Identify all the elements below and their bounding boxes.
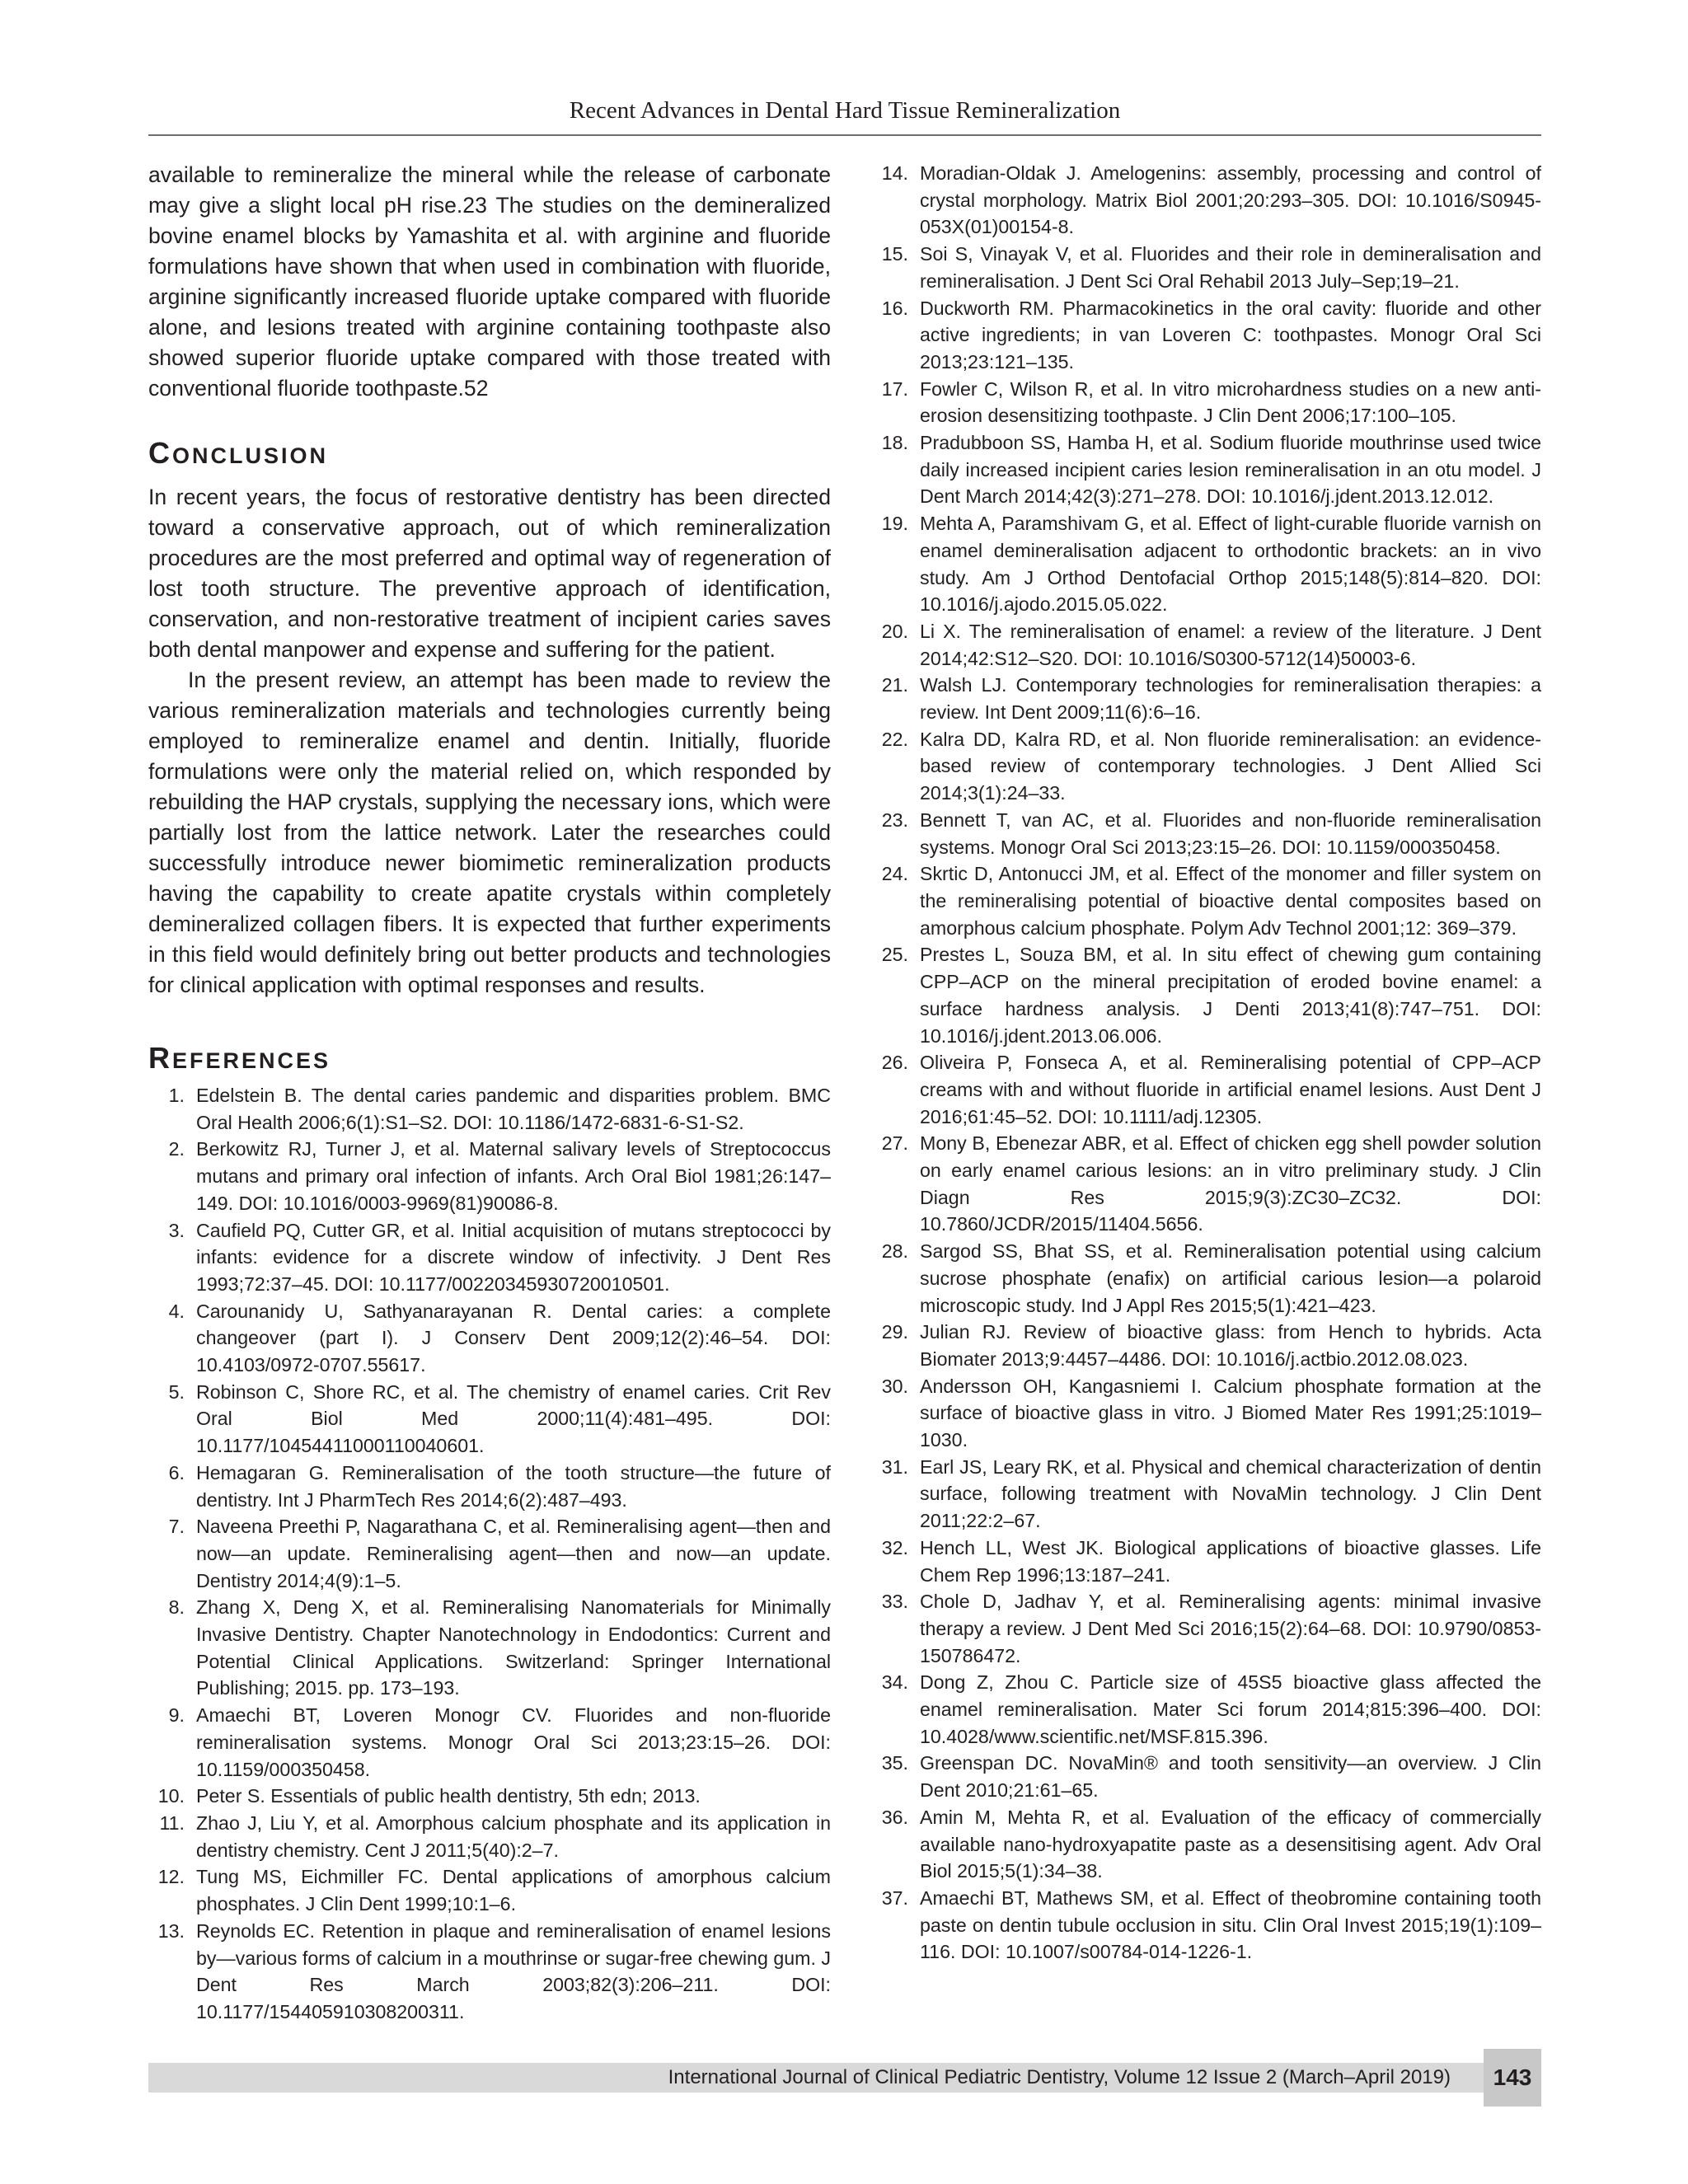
reference-item: [872, 1588, 1541, 1669]
reference-number: 16.: [881, 297, 908, 319]
reference-item: [872, 1750, 1541, 1803]
reference-text: Caufield PQ, Cutter GR, et al. Initial acquisition of mutans streptococci by infants: evidence for a discrete window of infectivity. J Dent Res 1993;72:37–45. DOI: 10.1177/00220345930720010501.: [196, 1219, 831, 1295]
reference-number: 36.: [881, 1806, 908, 1828]
reference-number: 8.: [168, 1596, 185, 1619]
reference-item: [148, 1783, 831, 1810]
reference-text: Bennett T, van AC, et al. Fluorides and non-fluoride remineralisation systems. Monogr Oral Sci 2013;23:15–26. DOI: 10.1159/000350458.: [920, 808, 1541, 858]
reference-number: 5.: [168, 1380, 185, 1403]
reference-number: 14.: [881, 162, 908, 184]
reference-item: [872, 429, 1541, 510]
reference-text: Andersson OH, Kangasniemi I. Calcium phosphate formation at the surface of bioactive glass in vitro. J Biomed Mater Res 1991;25:1019–1030.: [920, 1375, 1541, 1451]
reference-text: Hemagaran G. Remineralisation of the tooth structure—the future of dentistry. Int J PharmTech Res 2014;6(2):487–493.: [196, 1461, 831, 1511]
intro-paragraph: available to remineralize the mineral while the release of carbonate may give a slight local pH rise.23 The studies on the demineralized bovine enamel blocks by Yamashita et al. with arginine and fluoride formulations have shown that when used in combination with fluoride, arginine significantly increased fluoride uptake compared with fluoride alone, and lesions treated with arginine containing toothpaste also showed superior fluoride uptake compared with those treated with conventional fluoride toothpaste.52: [148, 162, 831, 401]
reference-number: 32.: [881, 1536, 908, 1558]
reference-item: [872, 1535, 1541, 1588]
reference-item: [872, 1238, 1541, 1319]
conclusion-paragraph-1: In recent years, the focus of restorative dentistry has been directed toward a conservative approach, out of which remineralization procedures are the most preferred and optimal way of regeneration of lost tooth structure. The preventive approach of identification, conservation, and non-restorative treatment of incipient caries saves both dental manpower and expense and suffering for the patient.: [148, 485, 831, 662]
reference-text: Chole D, Jadhav Y, et al. Remineralising agents: minimal invasive therapy a review. J Dent Med Sci 2016;15(2):64–68. DOI: 10.9790/0853-150786472.: [920, 1591, 1541, 1666]
reference-text: Amin M, Mehta R, et al. Evaluation of the efficacy of commercially available nano-hydroxyapatite paste as a desensitising agent. Adv Oral Biol 2015;5(1):34–38.: [920, 1806, 1541, 1882]
page-number: 143: [1484, 2049, 1541, 2107]
references-list-left: [148, 1082, 831, 2026]
reference-number: 23.: [881, 808, 908, 831]
reference-item: [872, 1804, 1541, 1885]
reference-item: [148, 1379, 831, 1460]
reference-text: Moradian-Oldak J. Amelogenins: assembly, processing and control of crystal morphology. Matrix Biol 2001;20:293–305. DOI: 10.1016/S0945-053X(01)00154-8.: [920, 162, 1541, 238]
reference-number: 9.: [168, 1704, 185, 1727]
reference-item: [148, 1810, 831, 1863]
footer-journal: International Journal of Clinical Pediatric Dentistry, Volume 12 Issue 2 (March–April 2019): [668, 2066, 1451, 2088]
reference-text: Julian RJ. Review of bioactive glass: from Hench to hybrids. Acta Biomater 2013;9:4457–4486. DOI: 10.1016/j.actbio.2012.08.023.: [920, 1321, 1541, 1370]
reference-item: [148, 1594, 831, 1702]
conclusion-heading: [148, 437, 831, 472]
reference-number: 1.: [168, 1085, 185, 1106]
reference-text: Earl JS, Leary RK, et al. Physical and chemical characterization of dentin surface, following treatment with NovaMin technology. J Clin Dent 2011;22:2–67.: [920, 1455, 1541, 1532]
reference-item: [872, 941, 1541, 1049]
reference-item: [872, 807, 1541, 860]
reference-number: 35.: [881, 1752, 908, 1774]
reference-number: 4.: [168, 1300, 185, 1322]
reference-text: Berkowitz RJ, Turner J, et al. Maternal salivary levels of Streptococcus mutans and primary oral infection of infants. Arch Oral Biol 1981;26:147–149. DOI: 10.1016/0003-9969(81)90086-8.: [196, 1138, 831, 1214]
references-heading-rest: EFERENCES: [172, 1048, 331, 1073]
reference-number: 28.: [881, 1240, 908, 1263]
reference-item: [872, 1669, 1541, 1750]
reference-text: Skrtic D, Antonucci JM, et al. Effect of the monomer and filler system on the remineralising potential of bioactive dental composites based on amorphous calcium phosphate. Polym Adv Technol 2001;12: 369–379.: [920, 863, 1541, 939]
reference-text: Zhang X, Deng X, et al. Remineralising Nanomaterials for Minimally Invasive Dentistry. Chapter Nanotechnology in Endodontics: Current and Potential Clinical Applications. Switzerland: Springer International Publishing; 2015. pp. 173–193.: [196, 1596, 831, 1699]
reference-text: Mony B, Ebenezar ABR, et al. Effect of chicken egg shell powder solution on early enamel carious lesions: an in vitro preliminary study. J Clin Diagn Res 2015;9(3):ZC30–ZC32. DOI: 10.7860/JCDR/2015/11404.5656.: [920, 1132, 1541, 1235]
reference-number: 18.: [881, 432, 908, 454]
reference-item: [872, 1130, 1541, 1238]
running-head: Recent Advances in Dental Hard Tissue Remineralization: [569, 97, 1121, 124]
reference-text: Naveena Preethi P, Nagarathana C, et al. Remineralising agent—then and now—an update. Remineralising agent—then and now—an update. Dentistry 2014;4(9):1–5.: [196, 1516, 831, 1591]
reference-item: [872, 860, 1541, 941]
reference-text: Hench LL, West JK. Biological applications of bioactive glasses. Life Chem Rep 1996;13:187–241.: [920, 1536, 1541, 1586]
reference-text: Oliveira P, Fonseca A, et al. Remineralising potential of CPP–ACP creams with and without fluoride in artificial enamel lesions. Aust Dent J 2016;61:45–52. DOI: 10.1111/adj.12305.: [920, 1052, 1541, 1127]
references-heading: [148, 1042, 831, 1077]
reference-text: Mehta A, Paramshivam G, et al. Effect of light-curable fluoride varnish on enamel demineralisation adjacent to orthodontic brackets: an in vivo study. Am J Orthod Dentofacial Orthop 2015;148(5):814–820. DOI: 10.1016/j.ajodo.2015.05.022.: [920, 513, 1541, 616]
reference-text: Edelstein B. The dental caries pandemic and disparities problem. BMC Oral Health 2006;6(1):S1–S2. DOI: 10.1186/1472-6831-6-S1-S2.: [196, 1085, 831, 1133]
reference-text: Soi S, Vinayak V, et al. Fluorides and their role in demineralisation and remineralisation. J Dent Sci Oral Rehabil 2013 July–Sep;19–21.: [920, 243, 1541, 292]
reference-item: [872, 295, 1541, 376]
reference-text: Zhao J, Liu Y, et al. Amorphous calcium phosphate and its application in dentistry chemistry. Cent J 2011;5(40):2–7.: [196, 1811, 831, 1861]
reference-number: 12.: [157, 1866, 185, 1888]
reference-item: [872, 241, 1541, 294]
reference-number: 13.: [157, 1919, 185, 1942]
reference-item: [872, 672, 1541, 725]
reference-item: [872, 726, 1541, 807]
reference-number: 37.: [881, 1887, 908, 1909]
reference-text: Duckworth RM. Pharmacokinetics in the oral cavity: fluoride and other active ingredients; in van Loveren C: toothpastes. Monogr Oral Sci 2013;23:121–135.: [920, 297, 1541, 373]
reference-number: 27.: [881, 1132, 908, 1155]
reference-item: [872, 1885, 1541, 1966]
reference-text: Kalra DD, Kalra RD, et al. Non fluoride remineralisation: an evidence-based review of contemporary technologies. J Dent Allied Sci 2014;3(1):24–33.: [920, 728, 1541, 804]
reference-text: Prestes L, Souza BM, et al. In situ effect of chewing gum containing CPP–ACP on the mineral precipitation of eroded bovine enamel: a surface hardness analysis. J Denti 2013;41(8):747–751. DOI: 10.1016/j.jdent.2013.06.006.: [920, 944, 1541, 1047]
reference-number: 31.: [881, 1455, 908, 1478]
reference-number: 30.: [881, 1375, 908, 1397]
reference-text: Robinson C, Shore RC, et al. The chemistry of enamel caries. Crit Rev Oral Biol Med 2000;11(4):481–495. DOI: 10.1177/10454411000110040601.: [196, 1380, 831, 1457]
reference-text: Reynolds EC. Retention in plaque and remineralisation of enamel lesions by—various forms of calcium in a mouthrinse or sugar-free chewing gum. J Dent Res March 2003;82(3):206–211. DOI: 10.1177/154405910308200311.: [196, 1919, 831, 2022]
references-heading-initial: R: [148, 1041, 172, 1075]
footer-bar: [148, 2063, 1541, 2093]
reference-item: [872, 160, 1541, 241]
reference-text: Peter S. Essentials of public health dentistry, 5th edn; 2013.: [196, 1785, 701, 1807]
reference-item: [872, 618, 1541, 672]
reference-text: Li X. The remineralisation of enamel: a review of the literature. J Dent 2014;42:S12–S20. DOI: 10.1016/S0300-5712(14)50003-6.: [920, 620, 1541, 669]
reference-text: Amaechi BT, Loveren Monogr CV. Fluorides and non-fluoride remineralisation systems. Monogr Oral Sci 2013;23:15–26. DOI: 10.1159/000350458.: [196, 1704, 831, 1780]
reference-number: 24.: [881, 863, 908, 885]
reference-item: [148, 1702, 831, 1783]
reference-item: [148, 1136, 831, 1216]
reference-item: [148, 1918, 831, 2026]
reference-text: Walsh LJ. Contemporary technologies for remineralisation therapies: a review. Int Dent 2009;11(6):6–16.: [920, 674, 1541, 724]
reference-number: 25.: [881, 944, 908, 966]
reference-text: Sargod SS, Bhat SS, et al. Remineralisation potential using calcium sucrose phosphate (enafix) on artificial carious lesion—a polaroid microscopic study. Ind J Appl Res 2015;5(1):421–423.: [920, 1240, 1541, 1316]
reference-number: 17.: [881, 377, 908, 400]
conclusion-heading-initial: C: [148, 436, 172, 470]
left-column: [148, 160, 831, 2026]
reference-item: [872, 510, 1541, 618]
reference-number: 21.: [881, 674, 908, 696]
reference-item: [148, 1082, 831, 1136]
reference-item: [872, 1454, 1541, 1535]
reference-text: Amaechi BT, Mathews SM, et al. Effect of theobromine containing tooth paste on dentin tubule occlusion in situ. Clin Oral Invest 2015;19(1):109–116. DOI: 10.1007/s00784-014-1226-1.: [920, 1887, 1541, 1963]
reference-number: 26.: [881, 1052, 908, 1074]
references-list-right: [872, 160, 1541, 1966]
reference-text: Pradubboon SS, Hamba H, et al. Sodium fluoride mouthrinse used twice daily increased incipient caries lesion remineralisation in an otu model. J Dent March 2014;42(3):271–278. DOI: 10.1016/j.jdent.2013.12.012.: [920, 432, 1541, 508]
reference-number: 11.: [159, 1811, 185, 1834]
reference-text: Dong Z, Zhou C. Particle size of 45S5 bioactive glass affected the enamel remineralisation. Mater Sci forum 2014;815:396–400. DOI: 10.4028/www.scientific.net/MSF.815.396.: [920, 1671, 1541, 1747]
reference-text: Tung MS, Eichmiller FC. Dental applications of amorphous calcium phosphates. J Clin Dent 1999;10:1–6.: [196, 1866, 831, 1915]
reference-number: 2.: [168, 1138, 185, 1160]
reference-item: [148, 1460, 831, 1513]
reference-item: [148, 1513, 831, 1594]
reference-item: [872, 1319, 1541, 1372]
reference-number: 15.: [881, 243, 908, 265]
reference-item: [872, 1049, 1541, 1130]
conclusion-paragraph-2: In the present review, an attempt has been made to review the various remineralization materials and technologies currently being employed to remineralize enamel and dentin. Initially, fluoride formulations were only the material relied on, which responded by rebuilding the HAP crystals, supplying the necessary ions, which were partially lost from the lattice network. Later the researches could successfully introduce newer biomimetic remineralization products having the capability to create apatite crystals within completely demineralized collagen fibers. It is expected that further experiments in this field would definitely bring out better products and technologies for clinical application with optimal responses and results.: [148, 668, 831, 997]
reference-item: [872, 1373, 1541, 1454]
reference-item: [148, 1217, 831, 1298]
header-rule: [148, 134, 1541, 136]
reference-number: 3.: [168, 1219, 185, 1241]
reference-text: Fowler C, Wilson R, et al. In vitro microhardness studies on a new anti-erosion desensitizing toothpaste. J Clin Dent 2006;17:100–105.: [920, 377, 1541, 427]
reference-number: 33.: [881, 1591, 908, 1613]
reference-number: 22.: [881, 728, 908, 750]
reference-item: [148, 1863, 831, 1917]
reference-item: [148, 1298, 831, 1379]
reference-item: [872, 376, 1541, 429]
reference-number: 29.: [881, 1321, 908, 1343]
reference-number: 19.: [881, 513, 908, 535]
reference-number: 10.: [157, 1785, 185, 1807]
reference-number: 6.: [168, 1461, 185, 1483]
reference-text: Greenspan DC. NovaMin® and tooth sensitivity—an overview. J Clin Dent 2010;21:61–65.: [920, 1752, 1541, 1802]
reference-text: Carounanidy U, Sathyanarayanan R. Dental caries: a complete changeover (part I). J Conserv Dent 2009;12(2):46–54. DOI: 10.4103/0972-0707.55617.: [196, 1300, 831, 1376]
reference-number: 34.: [881, 1671, 908, 1694]
right-column: [872, 160, 1541, 1966]
reference-number: 7.: [168, 1516, 185, 1538]
conclusion-heading-rest: ONCLUSION: [172, 443, 328, 468]
reference-number: 20.: [881, 620, 908, 642]
